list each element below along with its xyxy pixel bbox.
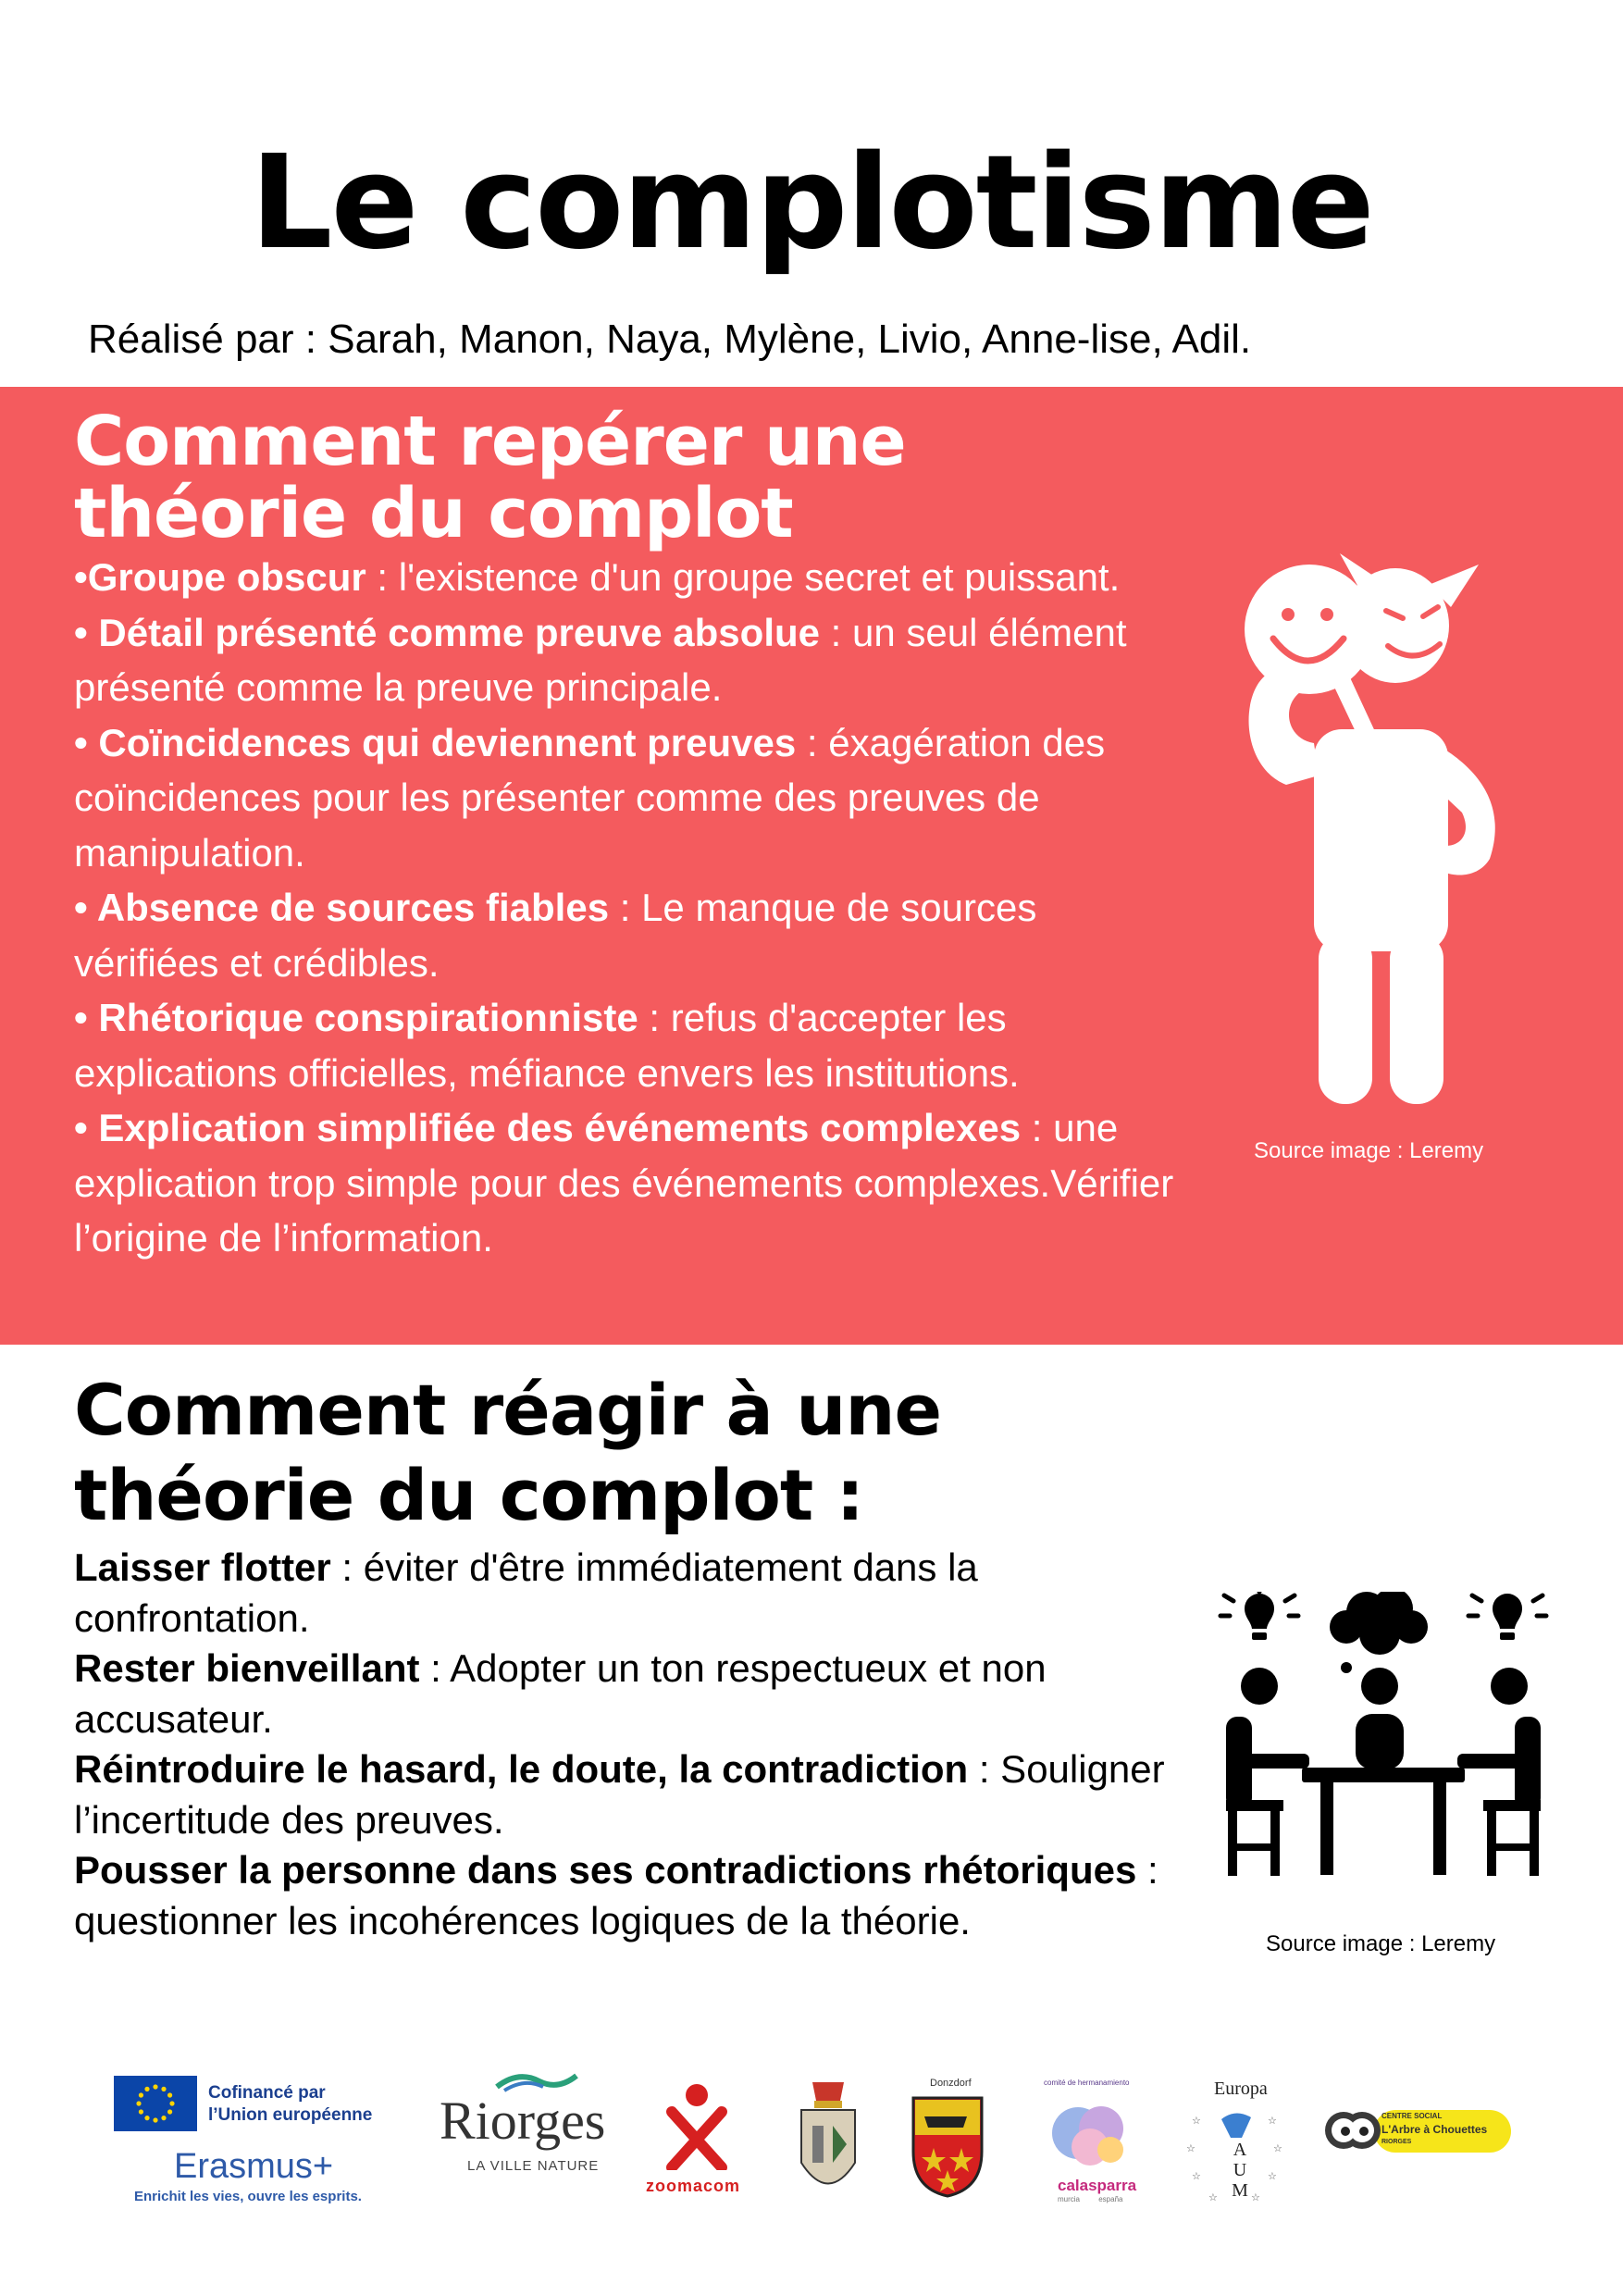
item-text: : éxagération des coïncidences pour les présenter comme des preuves de manipulation.: [74, 720, 1106, 875]
image-credit: Source image : Leremy: [1254, 1138, 1484, 1163]
item-term: • Explication simplifiée des événements complexes: [74, 1106, 1022, 1149]
item-text: : un seul élément présenté comme la preuve principale.: [74, 610, 1127, 709]
riorges-tagline: LA VILLE NATURE: [467, 2158, 600, 2174]
eu-cofunding-label: Cofinancé par l’Union européenne: [208, 2083, 373, 2125]
item-term: • Coïncidences qui deviennent preuves: [74, 720, 797, 764]
list-item: [74, 1543, 1194, 1644]
list-item: [74, 880, 1184, 990]
calasparra-logo: calasparra: [1058, 2177, 1137, 2194]
list-item: [74, 1744, 1194, 1845]
erasmus-logo: Erasmus+: [174, 2147, 334, 2186]
svg-text:☆: ☆: [1186, 2142, 1196, 2154]
svg-text:☆: ☆: [1273, 2142, 1282, 2154]
item-text: : Adopter un ton respectueux et non accusateur.: [74, 1646, 1047, 1741]
list-item: [74, 990, 1184, 1100]
page-title: Le complotisme: [250, 128, 1373, 279]
item-term: • Détail présenté comme preuve absolue: [74, 610, 820, 654]
item-text: : Le manque de sources vérifiées et crédibles.: [74, 886, 1037, 985]
item-text: : refus d'accepter les explications officielles, méfiance envers les institutions.: [74, 996, 1020, 1095]
calasparra-top-label: comité de hermanamiento: [1044, 2079, 1130, 2087]
coat-of-arms-icon: [796, 2075, 861, 2204]
item-term: • Rhétorique conspirationniste: [74, 996, 638, 1039]
item-term: Rester bienveillant: [74, 1646, 420, 1690]
section1-heading: [74, 402, 1184, 553]
spot-conspiracy-section: [0, 387, 1623, 1345]
arbre-a-chouettes-label: CENTRE SOCIAL L'Arbre à Chouettes RIORGES: [1381, 2112, 1488, 2145]
donzdorf-shield-icon: [911, 2096, 984, 2198]
calasparra-map-icon: [1046, 2096, 1138, 2175]
riorges-logo: Riorges: [440, 2091, 606, 2151]
image-credit: Source image : Leremy: [1266, 1931, 1496, 1956]
svg-text:☆: ☆: [1251, 2191, 1260, 2203]
list-item: [74, 605, 1184, 715]
aum-letters: A U M: [1232, 2140, 1248, 2201]
svg-text:☆: ☆: [1268, 2115, 1277, 2127]
list-item: [74, 1845, 1194, 1946]
partner-logos: [0, 2054, 1623, 2212]
item-text: : l'existence d'un groupe secret et puissant.: [365, 555, 1121, 599]
svg-text:☆: ☆: [1192, 2115, 1201, 2127]
item-text: : questionner les incohérences logiques de la théorie.: [74, 1848, 1158, 1942]
item-term: Réintroduire le hasard, le doute, la contradiction: [74, 1747, 969, 1791]
erasmus-tagline: Enrichit les vies, ouvre les esprits.: [134, 2189, 362, 2204]
section2-list: [74, 1543, 1194, 1946]
section1-heading-line1: Comment repérer une: [74, 402, 906, 481]
list-item: [74, 550, 1184, 605]
donzdorf-label: Donzdorf: [930, 2078, 972, 2089]
zoomacom-figure-icon: [664, 2082, 729, 2170]
list-item: [74, 715, 1184, 881]
svg-text:☆: ☆: [1192, 2170, 1201, 2182]
item-term: • Absence de sources fiables: [74, 886, 610, 929]
three-people-at-table-discussing-icon: [1217, 1592, 1550, 1879]
item-term: •Groupe obscur: [74, 555, 366, 599]
item-term: Laisser flotter: [74, 1545, 331, 1589]
svg-text:☆: ☆: [1208, 2191, 1218, 2203]
section2-heading-line2: théorie du complot :: [74, 1454, 863, 1536]
section2-heading-line1: Comment réagir à une: [74, 1369, 942, 1451]
section1-list: [74, 550, 1184, 1266]
eu-flag-icon: [114, 2076, 197, 2131]
item-text: : une explication trop simple pour des événements complexes.Vérifier l’origine de l’information.: [74, 1106, 1174, 1260]
item-term: Pousser la personne dans ses contradictions rhétoriques: [74, 1848, 1137, 1892]
svg-text:☆: ☆: [1268, 2170, 1277, 2182]
europa-label: Europa: [1214, 2079, 1268, 2099]
item-text: : éviter d'être immédiatement dans la confrontation.: [74, 1545, 978, 1640]
calasparra-sublabel: murcia españa: [1058, 2195, 1123, 2203]
authors-line: Réalisé par : Sarah, Manon, Naya, Mylène, Livio, Anne-lise, Adil.: [88, 316, 1252, 362]
list-item: [74, 1644, 1194, 1744]
item-text: : Souligner l’incertitude des preuves.: [74, 1747, 1165, 1842]
list-item: [74, 1100, 1184, 1266]
person-with-smiley-mask-hiding-devil-icon: [1231, 553, 1527, 1109]
section2-heading: [74, 1368, 1184, 1538]
zoomacom-logo: zoomacom: [646, 2177, 741, 2195]
section1-heading-line2: théorie du complot: [74, 474, 793, 553]
